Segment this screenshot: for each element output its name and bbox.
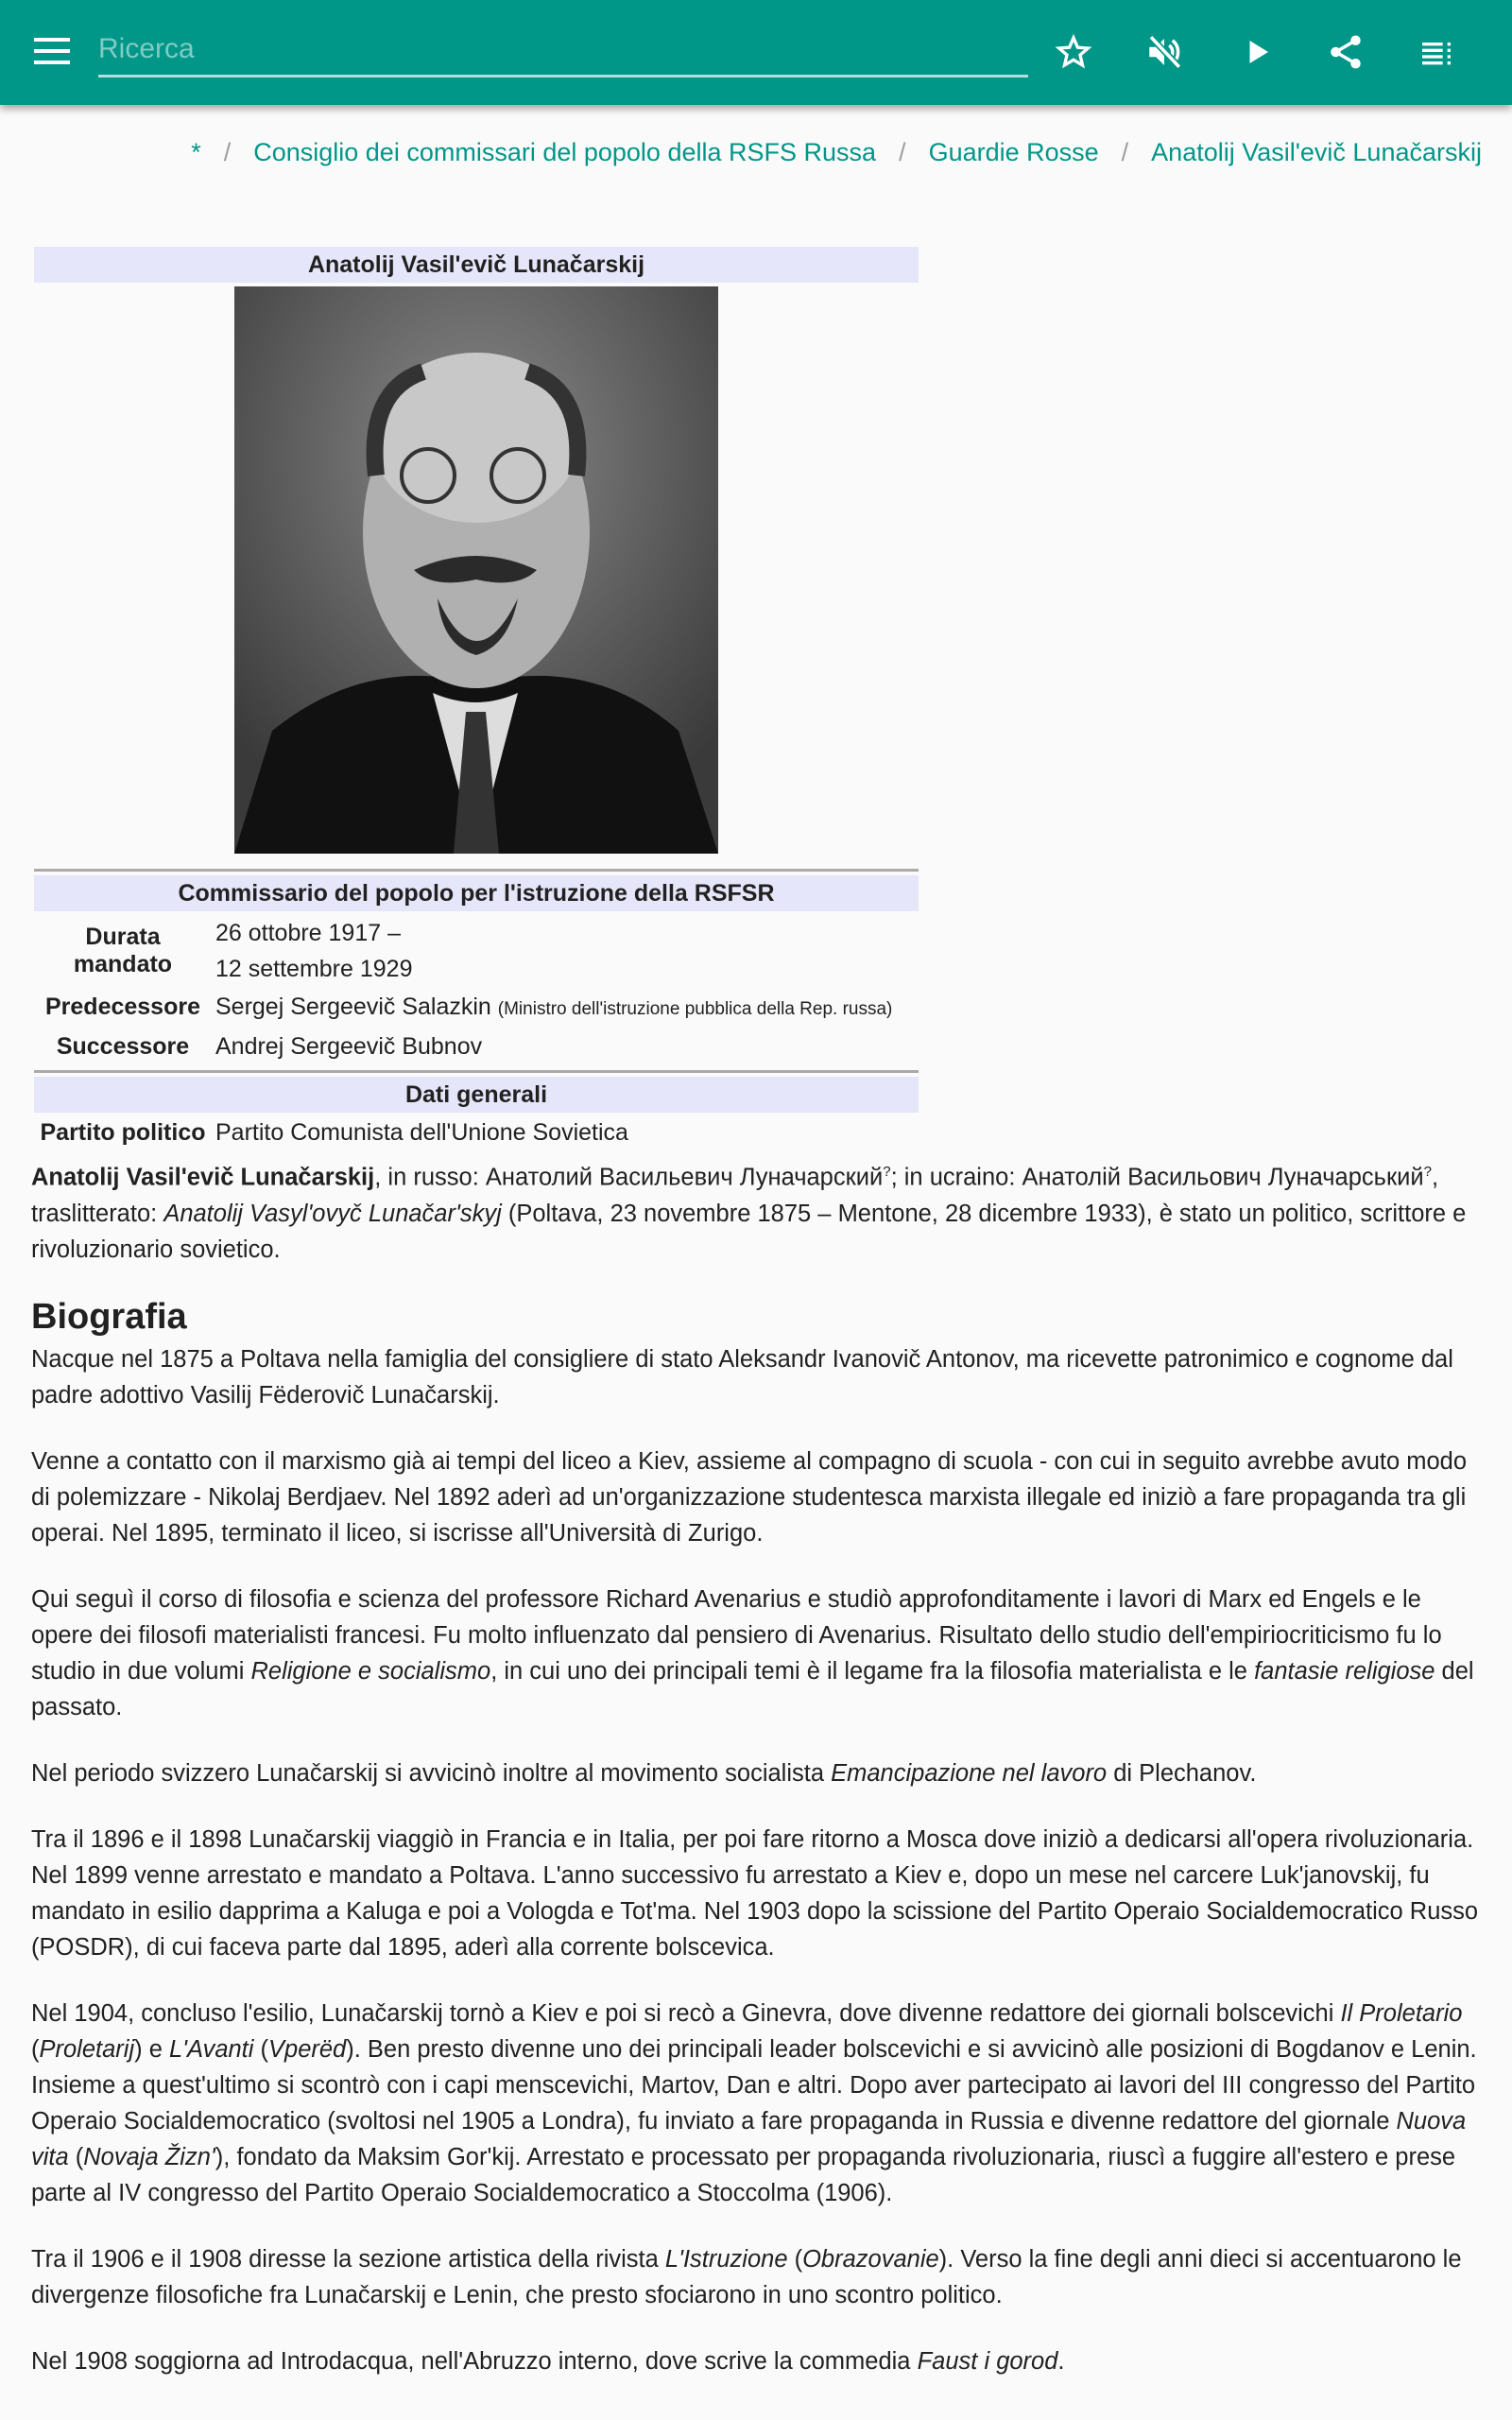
party-label: Partito politico <box>40 1118 206 1146</box>
text-segment: Faust i gorod <box>917 2347 1058 2375</box>
infobox-section-office: Commissario del popolo per l'istruzione della RSFSR <box>34 875 919 911</box>
menu-icon[interactable] <box>34 38 70 66</box>
text-segment: fantasie religiose <box>1254 1657 1435 1685</box>
text-segment: , in cui uno dei principali temi è il legame fra la filosofia materialista e le <box>490 1657 1255 1685</box>
text-segment: ( <box>787 2245 803 2273</box>
text-segment: Il Proletario <box>1340 1999 1463 2027</box>
term-end: 12 settembre 1929 <box>215 956 413 982</box>
article-paragraph <box>31 1341 1486 1413</box>
text-segment: , traslitterato: <box>31 1164 1439 1227</box>
audio-link[interactable]: ? <box>1423 1164 1432 1180</box>
text-segment: Nel 1908 soggiorna ad Introdacqua, nell'Abruzzo interno, dove scrive la commedia <box>31 2347 918 2375</box>
infobox-title: Anatolij Vasil'evič Lunačarskij <box>34 247 919 283</box>
infobox-section-general: Dati generali <box>34 1077 919 1113</box>
text-segment: Vperëd <box>268 2035 347 2063</box>
text-segment: ) e <box>134 2035 169 2063</box>
article-paragraph <box>31 2241 1486 2313</box>
text-segment: ; in ucraino: Анатолій Васильович Луначарський <box>890 1164 1424 1191</box>
text-segment: Religione e socialismo <box>250 1657 491 1685</box>
text-segment: , in russo: Анатолий Васильевич Луначарский <box>374 1164 884 1191</box>
breadcrumb-home[interactable]: * <box>191 138 201 166</box>
text-segment: Tra il 1906 e il 1908 diresse la sezione artistica della rivista <box>31 2245 665 2273</box>
text-segment: Nel periodo svizzero Lunačarskij si avvicinò inoltre al movimento socialista <box>31 1759 832 1787</box>
breadcrumb-separator: / <box>223 138 232 166</box>
breadcrumb <box>191 138 1482 167</box>
text-segment: ). Ben presto divenne uno dei principali leader bolscevichi e si avvicinò alle posizioni di Bogdanov e Lenin. Insieme a quest'ultimo si scontrò con i capi menscevichi, Martov, Dan e altri. Dopo aver partecipato ai lavori del III congresso del Partito Operaio Socialdemocratico (svoltosi nel 1905 a Londra), fu inviato a fare propaganda in Russia e divenne redattore del giornale <box>31 2035 1477 2135</box>
text-segment: Nuova vita <box>31 2107 1467 2170</box>
party-link[interactable]: Partito Comunista dell'Unione Sovietica <box>215 1118 628 1146</box>
text-segment: Obrazovanie <box>802 2245 939 2273</box>
successor-label: Successore <box>56 1032 190 1060</box>
text-segment: Qui seguì il corso di filosofia e scienza del professore Richard Avenarius e studiò approfonditamente i lavori di Marx ed Engels e le opere dei filosofi materialisti francesi. Fu molto influenzato dal pensiero di Avenarius. Risultato dello studio dell'empiriocriticismo fu lo studio in due volumi <box>31 1585 1442 1685</box>
predecessor-label: Predecessore <box>44 993 200 1020</box>
term-start: 26 ottobre 1917 – <box>215 920 401 946</box>
text-segment: L'Istruzione <box>664 2245 788 2273</box>
text-segment: Emancipazione nel lavoro <box>831 1759 1108 1787</box>
article-paragraph <box>31 1582 1486 1725</box>
star-icon[interactable] <box>1050 28 1097 76</box>
text-segment: del passato. <box>31 1657 1474 1720</box>
term-label: Durata mandato <box>73 924 173 977</box>
article-paragraph <box>31 2343 1486 2379</box>
text-segment: Anatolij Vasyl'ovyč Lunačar'skyj <box>163 1200 502 1227</box>
article-paragraph <box>31 1443 1486 1551</box>
text-segment: Venne a contatto con il marxismo già ai tempi del liceo a Kiev, assieme al compagno di scuola - con cui in seguito avrebbe avuto modo di polemizzare - Nikolaj Berdjaev. Nel 1892 aderì ad un'organizzazione studentesca marxista illegale ed iniziò a fare propaganda tra gli operai. Nel 1895, terminato il liceo, si iscrisse all'Università di Zurigo. <box>31 1447 1468 1547</box>
text-segment: Nel 1904, concluso l'esilio, Lunačarskij tornò a Kiev e poi si recò a Ginevra, dove divenne redattore dei giornali bolscevichi <box>31 1999 1341 2027</box>
text-segment: Tra il 1896 e il 1898 Lunačarskij viaggiò in Francia e in Italia, per poi fare ritorno a Mosca dove iniziò a dedicarsi all'opera rivoluzionaria. Nel 1899 venne arrestato e mandato a Poltava. L'anno successivo fu arrestato a Kiev e, dopo un mese nel carcere Luk'janovskij, fu mandato in esilio dapprima a Kaluga e poi a Vologda e Tot'ma. Nel 1903 dopo la scissione del Partito Operaio Socialdemocratico Russo (POSDR), di cui faceva parte dal 1895, aderì alla corrente bolscevica. <box>31 1825 1479 1961</box>
successor-link[interactable]: Andrej Sergeevič Bubnov <box>215 1032 483 1060</box>
text-segment: ( <box>253 2035 269 2063</box>
article-body <box>31 1154 1486 2410</box>
mute-icon[interactable] <box>1141 28 1188 76</box>
portrait-photo[interactable] <box>234 286 718 854</box>
share-icon[interactable] <box>1322 28 1369 76</box>
text-segment: ). Verso la fine degli anni dieci si accentuarono le divergenze filosofiche fra Lunačarskij e Lenin, che presto sfociarono in uno scontro politico. <box>31 2245 1462 2308</box>
text-segment: L'Avanti <box>168 2035 254 2063</box>
text-segment: Proletarij <box>39 2035 135 2063</box>
breadcrumb-item[interactable]: Consiglio dei commissari del popolo della RSFS Russa <box>253 138 877 166</box>
breadcrumb-item[interactable]: Guardie Rosse <box>928 138 1099 166</box>
text-segment: Nacque nel 1875 a Poltava nella famiglia del consigliere di stato Aleksandr Ivanovič Antonov, ma ricevette patronimico e cognome dal padre adottivo Vasilij Fëderovič Lunačarskij. <box>31 1345 1453 1409</box>
toc-icon[interactable] <box>1413 28 1460 76</box>
breadcrumb-item[interactable]: Anatolij Vasil'evič Lunačarskij <box>1151 138 1482 166</box>
breadcrumb-separator: / <box>899 138 906 166</box>
predecessor-link[interactable]: Sergej Sergeevič Salazkin <box>215 993 491 1020</box>
text-segment: Anatolij Vasil'evič Lunačarskij <box>31 1164 375 1191</box>
infobox <box>34 247 919 1152</box>
article-paragraph <box>31 1996 1486 2211</box>
text-segment: ), fondato da Maksim Gor'kij. Arrestato e processato per propaganda rivoluzionaria, riuscì a fuggire all'estero e prese parte al IV congresso del Partito Operaio Socialdemocratico a Stoccolma (1906). <box>31 2143 1456 2206</box>
article-paragraph <box>31 1822 1486 1965</box>
app-bar <box>0 0 1512 105</box>
search-input[interactable] <box>98 23 1028 78</box>
predecessor-note: (Ministro dell'istruzione pubblica della Rep. russa) <box>497 998 893 1019</box>
text-segment: di Plechanov. <box>1107 1759 1257 1787</box>
text-segment: Novaja Žizn' <box>83 2143 215 2170</box>
intro-paragraph <box>31 1154 1486 1268</box>
breadcrumb-separator: / <box>1121 138 1129 166</box>
text-segment: . <box>1057 2347 1065 2375</box>
divider <box>34 869 919 872</box>
section-heading-biografia: Biografia <box>31 1296 187 1337</box>
play-icon[interactable] <box>1233 28 1280 76</box>
text-segment: (Poltava, 23 novembre 1875 – Mentone, 28 dicembre 1933), è stato un politico, scrittore e rivoluzionario sovietico. <box>31 1200 1467 1263</box>
divider <box>34 1070 919 1073</box>
article-paragraph <box>31 1755 1486 1791</box>
audio-link[interactable]: ? <box>883 1164 891 1180</box>
text-segment: ( <box>31 2035 40 2063</box>
text-segment: ( <box>68 2143 84 2170</box>
